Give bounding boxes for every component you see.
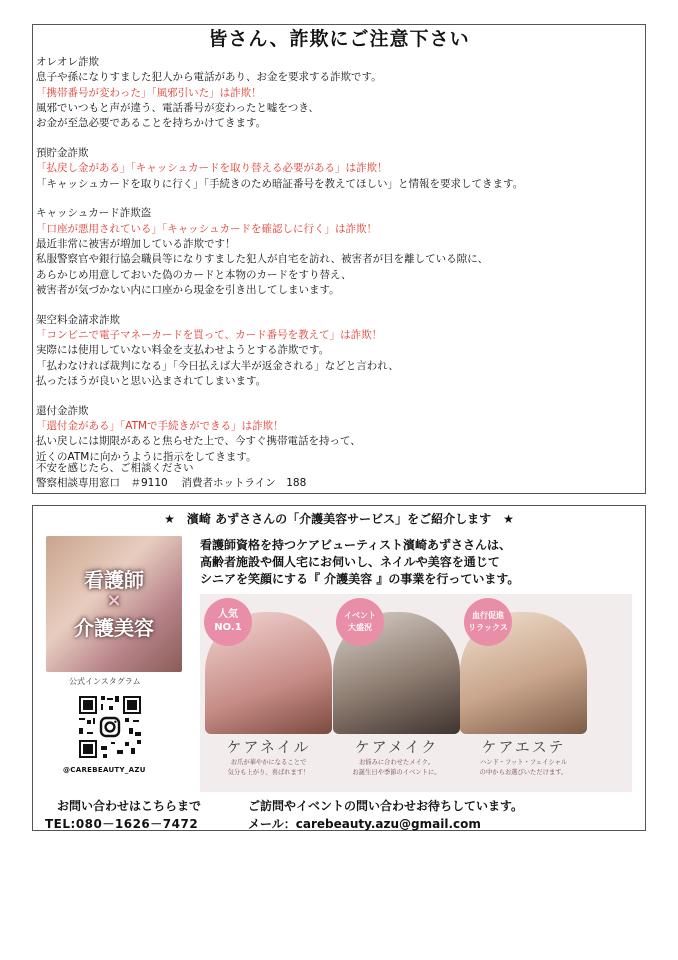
care-nail-name: ケアネイル	[226, 738, 311, 756]
care-nail-caption	[205, 758, 332, 778]
fraud-section-line	[36, 237, 641, 252]
fraud-section-heading: キャッシュカード詐欺盗	[36, 207, 152, 220]
fraud-sections	[36, 55, 641, 479]
fraud-warning-box	[32, 24, 646, 494]
fraud-section-line	[36, 70, 641, 85]
fraud-section-line	[36, 328, 641, 343]
warning-phrase: 「コンビニで電子マネーカードを買って、カード番号を教えて」は詐欺！	[36, 328, 383, 341]
fraud-section-line	[36, 419, 641, 434]
service-cards-image	[200, 594, 632, 792]
explanation-text: 最近非常に被害が増加している詐欺です！	[36, 237, 236, 250]
badge-text: 人気	[218, 609, 238, 620]
caption-line: ハンド・フット・フェイシャル	[479, 759, 568, 766]
caption-line: お誕生日や季節のイベントに。	[352, 769, 441, 776]
care-makeup-caption	[333, 758, 460, 778]
warning-phrase: 「携帯番号が変わった」「風邪引いた」	[36, 86, 220, 99]
explanation-text: 「払わなければ裁判になる」「今日払えば大半が返金される」などと言われ、	[36, 359, 399, 372]
fraud-section-line	[36, 374, 641, 389]
contact-label: お問い合わせはこちらまで	[57, 799, 202, 813]
fraud-section-heading: 預貯金詐欺	[36, 146, 89, 159]
description-line: 高齢者施設や個人宅にお伺いし、ネイルや美容を通じて	[200, 555, 500, 569]
hotline-numbers: 警察相談専用窓口 ＃9110 消費者ホットライン 188	[36, 477, 307, 490]
fraud-section-heading: 架空料金請求詐欺	[36, 313, 120, 326]
fraud-section	[36, 313, 641, 389]
fraud-section-line	[36, 116, 641, 131]
caption-line: お悩みに合わせたメイク。	[358, 759, 435, 766]
explanation-text: 息子や孫になりすました犯人から電話があり、お金を要求する詐欺です。	[36, 71, 382, 84]
explanation-text: 近くのATMに向かうように指示をしてきます。	[36, 450, 257, 463]
instagram-label: 公式インスタグラム	[69, 677, 141, 686]
relax-badge	[464, 598, 512, 646]
badge-text: 血行促進	[472, 611, 504, 620]
explanation-text: 風邪でいつもと声が違う、電話番号が変わったと嘘をつき、	[36, 101, 319, 114]
badge-text: NO.1	[214, 622, 242, 633]
warning-phrase: 「払戻し金がある」「キャッシュカードを取り替える必要がある」は詐欺！	[36, 162, 388, 175]
phone-number[interactable]: TEL:080－1626－7472	[45, 817, 199, 831]
consultation-footer	[36, 461, 306, 492]
event-badge	[336, 598, 384, 646]
fraud-section	[36, 55, 641, 131]
fraud-section-line	[36, 359, 641, 374]
photo-text-care-beauty: 介護美容	[74, 616, 154, 640]
service-description	[200, 537, 519, 588]
fraud-section-line	[36, 252, 641, 267]
explanation-text: 私服警察官や銀行協会職員等になりすました犯人が自宅を訪れ、被害者が目を離している隙に、	[36, 253, 489, 266]
fraud-section-line	[36, 222, 641, 237]
description-line: 看護師資格を持つケアビューティスト濱崎あずささんは、	[200, 538, 512, 552]
badge-text: イベント	[344, 611, 376, 620]
care-esthe-name: ケアエステ	[481, 738, 566, 756]
explanation-text: 「キャッシュカードを取りに行く」「手続きのため暗証番号を教えてほしい」と情報を要求してきます。	[36, 177, 524, 190]
fraud-section-line	[36, 177, 641, 192]
caption-line: の中からお選びいただけます。	[479, 769, 568, 776]
fraud-section-line	[36, 101, 641, 116]
explanation-text: 払い戻しには期限があると焦らせた上で、今すぐ携帯電話を持って、	[36, 435, 361, 448]
caption-line: お爪が華やかになることで	[230, 759, 307, 766]
fraud-section-line	[36, 268, 641, 283]
fraud-section-line	[36, 283, 641, 298]
fraud-section	[36, 404, 641, 465]
fraud-section-line	[36, 86, 641, 101]
consultation-prompt: 不安を感じたら、ご相談ください	[36, 462, 194, 474]
fraud-section-heading: オレオレ詐欺	[36, 56, 99, 68]
care-makeup-name: ケアメイク	[354, 738, 439, 756]
fraud-section-line	[36, 161, 641, 176]
popular-badge	[204, 598, 252, 646]
explanation-text: あらかじめ用意しておいた偽のカードと本物のカードをすり替え、	[36, 268, 352, 281]
photo-text-times: ×	[106, 590, 122, 611]
email-address[interactable]: メール：carebeauty.azu@gmail.com	[248, 817, 481, 831]
caption-line: 気分も上がり、喜ばれます！	[227, 769, 310, 776]
promo-title: ★ 濱崎 あずささんの「介護美容サービス」をご紹介します ★	[164, 512, 514, 526]
explanation-text: 実際には使用していない料金を支払わせようとする詐欺です。	[36, 344, 330, 357]
badge-text: 大盛況	[348, 623, 372, 632]
description-line: シニアを笑顔にする『 介護美容 』の事業を行っています。	[200, 572, 520, 586]
fraud-section-line	[36, 343, 641, 358]
instagram-qr-code[interactable]	[77, 694, 143, 760]
fraud-warning-title: 皆さん、詐欺にご注意下さい	[208, 28, 470, 50]
care-beauty-promo-box	[32, 505, 646, 831]
warning-phrase: 「口座が悪用されている」「キャッシュカードを確認しに行く」は詐欺！	[36, 222, 378, 235]
instagram-handle[interactable]: @CAREBEAUTY_AZU	[63, 766, 146, 774]
badge-text: リラックス	[468, 623, 508, 632]
fraud-section	[36, 146, 641, 192]
promo-photo	[46, 536, 182, 672]
warning-phrase: 「還付金がある」「ATMで手続きができる」は詐欺！	[36, 419, 284, 432]
explanation-text: 被害者が気づかない内に口座から現金を引き出してしまいます。	[36, 283, 340, 296]
fraud-section	[36, 206, 641, 298]
warning-phrase: は詐欺！	[219, 86, 262, 99]
explanation-text: お金が至急必要であることを持ちかけてきます。	[36, 117, 267, 130]
visit-inquiry-text: ご訪問やイベントの問い合わせお待ちしています。	[248, 799, 524, 813]
fraud-section-line	[36, 434, 641, 449]
fraud-section-heading: 還付金詐欺	[36, 404, 89, 417]
care-esthe-caption	[460, 758, 587, 778]
photo-text-nurse: 看護師	[84, 568, 144, 592]
explanation-text: 払ったほうが良いと思い込まされてしまいます。	[36, 374, 267, 387]
